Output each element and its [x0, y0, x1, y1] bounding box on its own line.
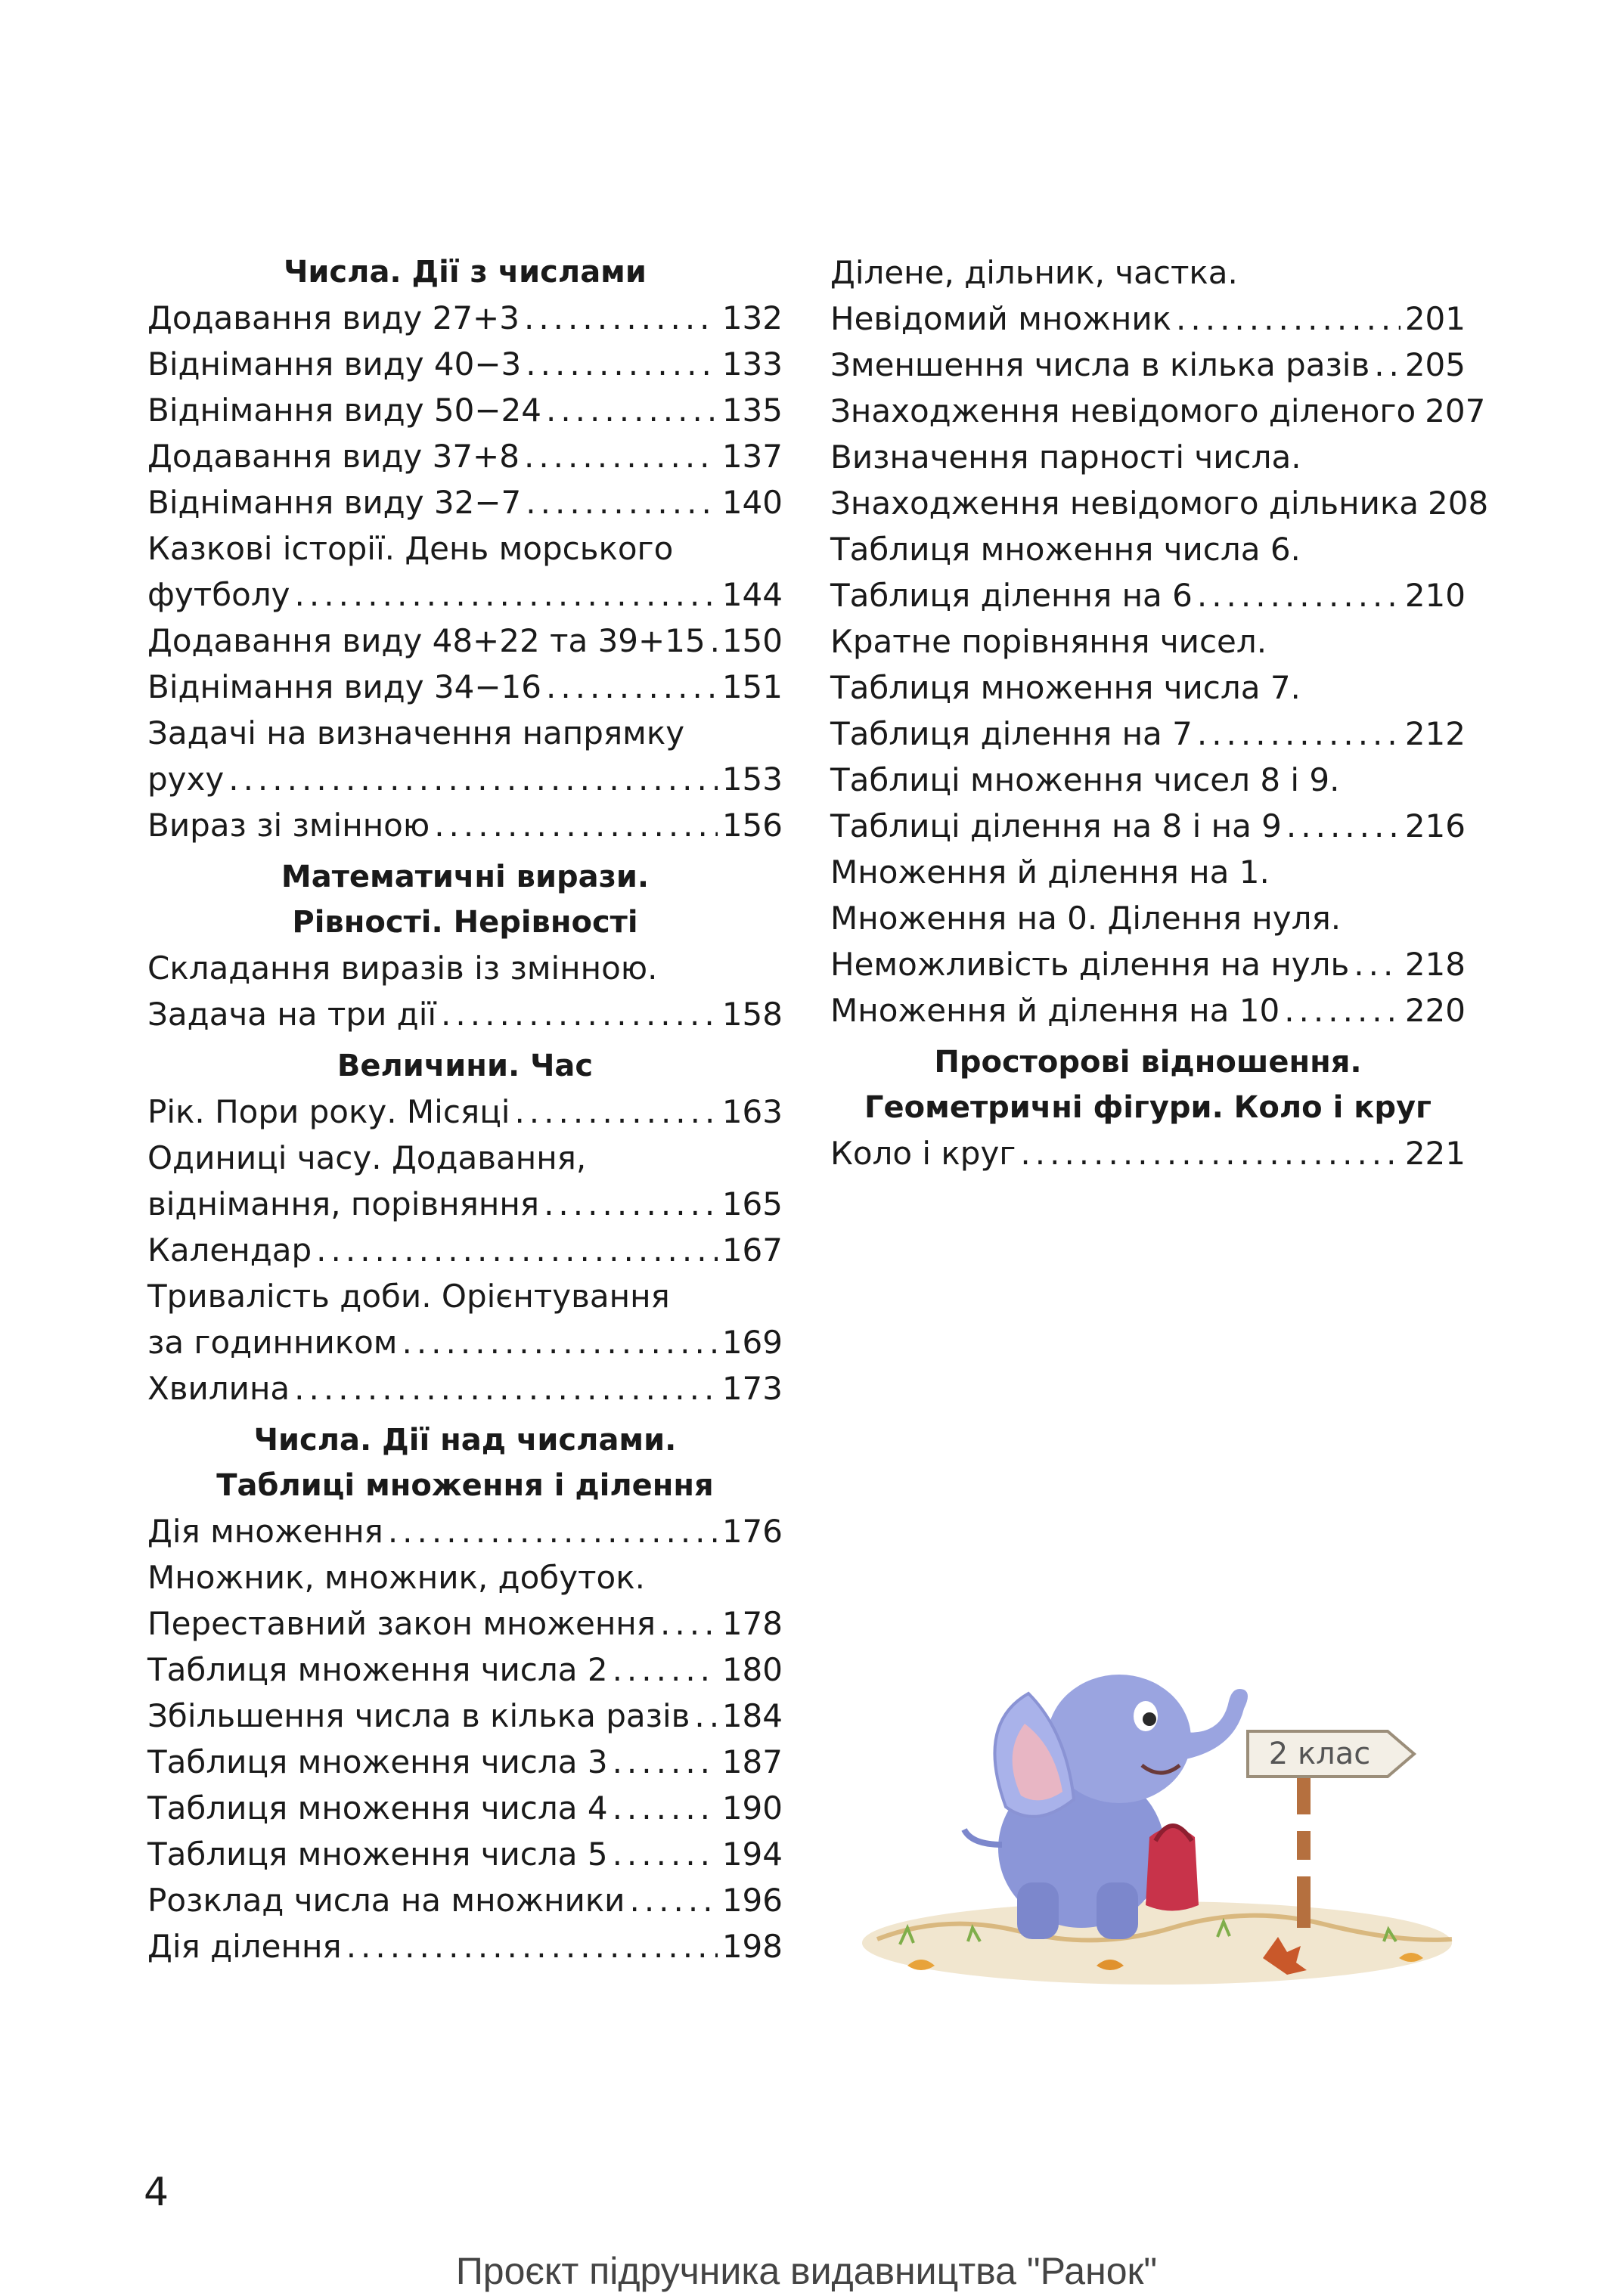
dot-leader — [1197, 572, 1401, 618]
toc-entry — [147, 433, 783, 479]
toc-entry — [147, 1319, 783, 1365]
toc-entry-page: 144 — [721, 576, 783, 613]
toc-entry — [147, 1600, 783, 1647]
toc-entry-page: 196 — [721, 1882, 783, 1919]
toc-entry-title: Розклад числа на множники — [147, 1882, 625, 1919]
toc-entry-title: Рік. Пори року. Місяці — [147, 1093, 510, 1130]
toc-entry-page: 218 — [1404, 946, 1466, 983]
toc-entry-title: Знаходження невідомого діленого — [830, 392, 1416, 429]
toc-entry-page: 194 — [721, 1836, 783, 1873]
toc-entry — [147, 991, 783, 1037]
dot-leader — [1374, 342, 1401, 388]
dot-leader — [1197, 711, 1401, 757]
dot-leader — [694, 1693, 717, 1739]
toc-entry-title: Невідомий множник — [830, 300, 1172, 337]
toc-entry-title: Таблиця ділення на 7 — [830, 715, 1193, 752]
toc-entry — [147, 525, 783, 572]
toc-entry-page: 158 — [721, 996, 783, 1033]
toc-entry — [830, 526, 1466, 572]
toc-entry-title: Віднімання виду 40−3 — [147, 345, 522, 383]
toc-entry — [147, 1739, 783, 1785]
dot-leader — [546, 387, 718, 433]
toc-entry-title: Віднімання виду 34−16 — [147, 668, 541, 705]
toc-entry-title: Складання виразів із змінною. — [147, 950, 658, 987]
toc-entry-page: 184 — [721, 1697, 783, 1734]
toc-entry-page: 153 — [721, 761, 783, 798]
toc-entry-title: Тривалість доби. Орієнтування — [147, 1278, 670, 1315]
dot-leader — [316, 1227, 718, 1273]
dot-leader — [629, 1877, 717, 1923]
toc-entry-title: Неможливість ділення на нуль — [830, 946, 1350, 983]
dot-leader — [526, 341, 718, 387]
dot-leader — [1286, 803, 1401, 849]
section-heading: Числа. Дії над числами. — [253, 1423, 677, 1458]
toc-entry — [147, 1647, 783, 1693]
toc-entry — [830, 987, 1466, 1033]
toc-entry-page: 176 — [721, 1513, 783, 1550]
dot-leader — [1020, 1130, 1400, 1176]
toc-entry-title: Таблиці ділення на 8 і на 9 — [830, 807, 1282, 844]
toc-entry-title: Ділене, дільник, частка. — [830, 254, 1238, 291]
footer-note: Проєкт підручника видавництва "Ранок" — [455, 2250, 1158, 2292]
toc-entry-page: 216 — [1404, 807, 1466, 844]
section-heading: Геометричні фігури. Коло і круг — [864, 1090, 1432, 1125]
toc-entry — [830, 434, 1466, 480]
section-heading: Просторові відношення. — [934, 1045, 1362, 1080]
toc-entry-title: Множення й ділення на 10 — [830, 992, 1280, 1029]
toc-entry-title: Визначення парності числа. — [830, 438, 1301, 476]
dot-leader — [613, 1739, 718, 1785]
toc-entry — [147, 664, 783, 710]
toc-entry — [147, 945, 783, 991]
toc-entry-page: 210 — [1404, 577, 1466, 614]
toc-entry-title: Множення на 0. Ділення нуля. — [830, 900, 1342, 937]
toc-entry-page: 180 — [721, 1651, 783, 1688]
toc-entry-page: 150 — [721, 622, 783, 659]
toc-entry — [147, 387, 783, 433]
toc-entry-title: Кратне порівняння чисел. — [830, 623, 1267, 660]
toc-entry-title: Переставний закон множення — [147, 1605, 656, 1642]
toc-left-column — [147, 249, 783, 1969]
toc-entry — [830, 711, 1466, 757]
toc-entry — [147, 618, 783, 664]
section-heading: Таблиці множення і ділення — [216, 1468, 714, 1503]
toc-entry-page: 140 — [721, 484, 783, 521]
toc-entry-title: Коло і круг — [830, 1135, 1016, 1172]
dot-leader — [613, 1647, 718, 1693]
toc-entry-title: Таблиця множення числа 2 — [147, 1651, 608, 1688]
dot-leader — [441, 991, 718, 1037]
toc-entry — [830, 757, 1466, 803]
dot-leader — [613, 1831, 718, 1877]
toc-entry — [147, 1554, 783, 1600]
dot-leader — [546, 664, 718, 710]
toc-entry — [830, 618, 1466, 665]
toc-entry — [830, 1130, 1466, 1176]
dot-leader — [660, 1600, 718, 1647]
dot-leader — [710, 618, 718, 664]
toc-entry-title: Додавання виду 27+3 — [147, 299, 520, 336]
toc-entry-title: Вираз зі змінною — [147, 807, 430, 844]
toc-entry-page: 178 — [721, 1605, 783, 1642]
toc-entry-page: 167 — [721, 1232, 783, 1269]
toc-entry-page: 220 — [1404, 992, 1466, 1029]
toc-entry-title: Задача на три дії — [147, 996, 437, 1033]
section-heading: Математичні вирази. — [281, 860, 650, 894]
toc-entry — [147, 341, 783, 387]
toc-entry-title: Таблиця множення числа 6. — [830, 531, 1301, 568]
dot-leader — [613, 1785, 718, 1831]
toc-entry-page: 169 — [721, 1324, 783, 1361]
toc-entry — [147, 1135, 783, 1181]
toc-entry — [147, 1923, 783, 1969]
toc-entry — [830, 249, 1466, 296]
dot-leader — [524, 295, 718, 341]
dot-leader — [294, 1365, 718, 1411]
toc-entry-title: віднімання, порівняння — [147, 1185, 540, 1222]
toc-entry-title: Віднімання виду 32−7 — [147, 484, 522, 521]
toc-entry-title: Дія множення — [147, 1513, 383, 1550]
dot-leader — [1284, 987, 1401, 1033]
toc-entry-page: 135 — [721, 392, 783, 429]
section-heading: Рівності. Нерівності — [292, 905, 638, 940]
toc-entry-page: 133 — [721, 345, 783, 383]
dot-leader — [402, 1319, 717, 1365]
toc-entry-title: Множення й ділення на 1. — [830, 854, 1270, 891]
dot-leader — [228, 756, 718, 802]
toc-entry-title: Множник, множник, добуток. — [147, 1559, 645, 1596]
toc-entry — [147, 1831, 783, 1877]
toc-entry-page: 201 — [1404, 300, 1466, 337]
toc-entry-title: Таблиця множення числа 4 — [147, 1789, 608, 1827]
toc-entry-title: Віднімання виду 50−24 — [147, 392, 541, 429]
dot-leader — [434, 802, 718, 848]
toc-entry-title: Задачі на визначення напрямку — [147, 714, 685, 751]
toc-entry — [147, 1089, 783, 1135]
toc-entry-title: Хвилина — [147, 1370, 290, 1407]
toc-entry-title: Знаходження невідомого дільника — [830, 485, 1419, 522]
toc-entry — [147, 479, 783, 525]
toc-entry — [147, 572, 783, 618]
dot-leader — [388, 1508, 718, 1554]
toc-entry — [830, 388, 1486, 434]
toc-entry-title: руху — [147, 761, 225, 798]
dot-leader — [1354, 941, 1401, 987]
toc-entry-page: 151 — [721, 668, 783, 705]
toc-entry — [147, 295, 783, 341]
toc-entry — [830, 895, 1466, 941]
toc-entry — [147, 756, 783, 802]
dot-leader — [1176, 296, 1401, 342]
toc-entry-page: 156 — [721, 807, 783, 844]
toc-entry-page: 212 — [1404, 715, 1466, 752]
section-heading: Числа. Дії з числами — [284, 255, 647, 290]
toc-entry-page: 137 — [721, 438, 783, 475]
toc-entry-title: Календар — [147, 1232, 312, 1269]
dot-leader — [544, 1181, 718, 1227]
toc-entry — [830, 665, 1466, 711]
dot-leader — [346, 1923, 718, 1969]
toc-entry-title: Таблиця множення числа 7. — [830, 669, 1301, 706]
toc-entry-title: Казкові історії. День морського — [147, 530, 674, 567]
toc-entry-title: Додавання виду 37+8 — [147, 438, 520, 475]
toc-entry-title: за годинником — [147, 1324, 398, 1361]
toc-entry — [830, 849, 1466, 895]
toc-entry — [147, 1365, 783, 1411]
toc-entry-page: 165 — [721, 1185, 783, 1222]
toc-entry-title: Таблиця множення числа 3 — [147, 1743, 608, 1780]
toc-entry — [147, 1877, 783, 1923]
dot-leader — [295, 572, 718, 618]
toc-entry — [830, 941, 1466, 987]
toc-entry-title: Додавання виду 48+22 та 39+15 — [147, 622, 706, 659]
dot-leader — [526, 479, 718, 525]
elephant-illustration — [855, 1641, 1459, 1991]
toc-entry — [147, 1273, 783, 1319]
dot-leader — [524, 433, 718, 479]
toc-entry — [830, 572, 1466, 618]
section-heading: Величини. Час — [337, 1049, 594, 1083]
toc-entry-title: Одиниці часу. Додавання, — [147, 1139, 587, 1176]
toc-entry-page: 173 — [721, 1370, 783, 1407]
toc-entry — [830, 803, 1466, 849]
toc-entry-title: футболу — [147, 576, 290, 613]
toc-entry-page: 198 — [721, 1928, 783, 1965]
toc-entry — [147, 710, 783, 756]
toc-entry-page: 221 — [1404, 1135, 1466, 1172]
elephant-with-signpost-image — [855, 1641, 1459, 1988]
sign-label: 2 клас — [1268, 1737, 1371, 1771]
toc-entry-page: 187 — [721, 1743, 783, 1780]
page-number: 4 — [144, 2170, 169, 2215]
toc-entry-page: 207 — [1425, 392, 1486, 429]
toc-entry — [147, 1227, 783, 1273]
toc-entry-title: Дія ділення — [147, 1928, 342, 1965]
toc-entry — [830, 342, 1466, 388]
dot-leader — [514, 1089, 717, 1135]
toc-entry-page: 163 — [721, 1093, 783, 1130]
toc-entry-page: 190 — [721, 1789, 783, 1827]
toc-entry — [147, 1693, 783, 1739]
toc-entry-page: 132 — [721, 299, 783, 336]
toc-entry — [147, 1785, 783, 1831]
toc-entry-page: 208 — [1428, 485, 1489, 522]
toc-entry — [147, 802, 783, 848]
toc-entry-page: 205 — [1404, 346, 1466, 383]
toc-entry-title: Зменшення числа в кілька разів — [830, 346, 1370, 383]
toc-entry — [830, 480, 1489, 526]
toc-entry-title: Таблиця множення числа 5 — [147, 1836, 608, 1873]
toc-entry — [830, 296, 1466, 342]
toc-entry-title: Збільшення числа в кілька разів — [147, 1697, 690, 1734]
toc-entry-title: Таблиці множення чисел 8 і 9. — [830, 761, 1340, 798]
toc-right-column — [830, 249, 1489, 1176]
toc-entry-title: Таблиця ділення на 6 — [830, 577, 1193, 614]
toc-entry — [147, 1508, 783, 1554]
toc-entry — [147, 1181, 783, 1227]
